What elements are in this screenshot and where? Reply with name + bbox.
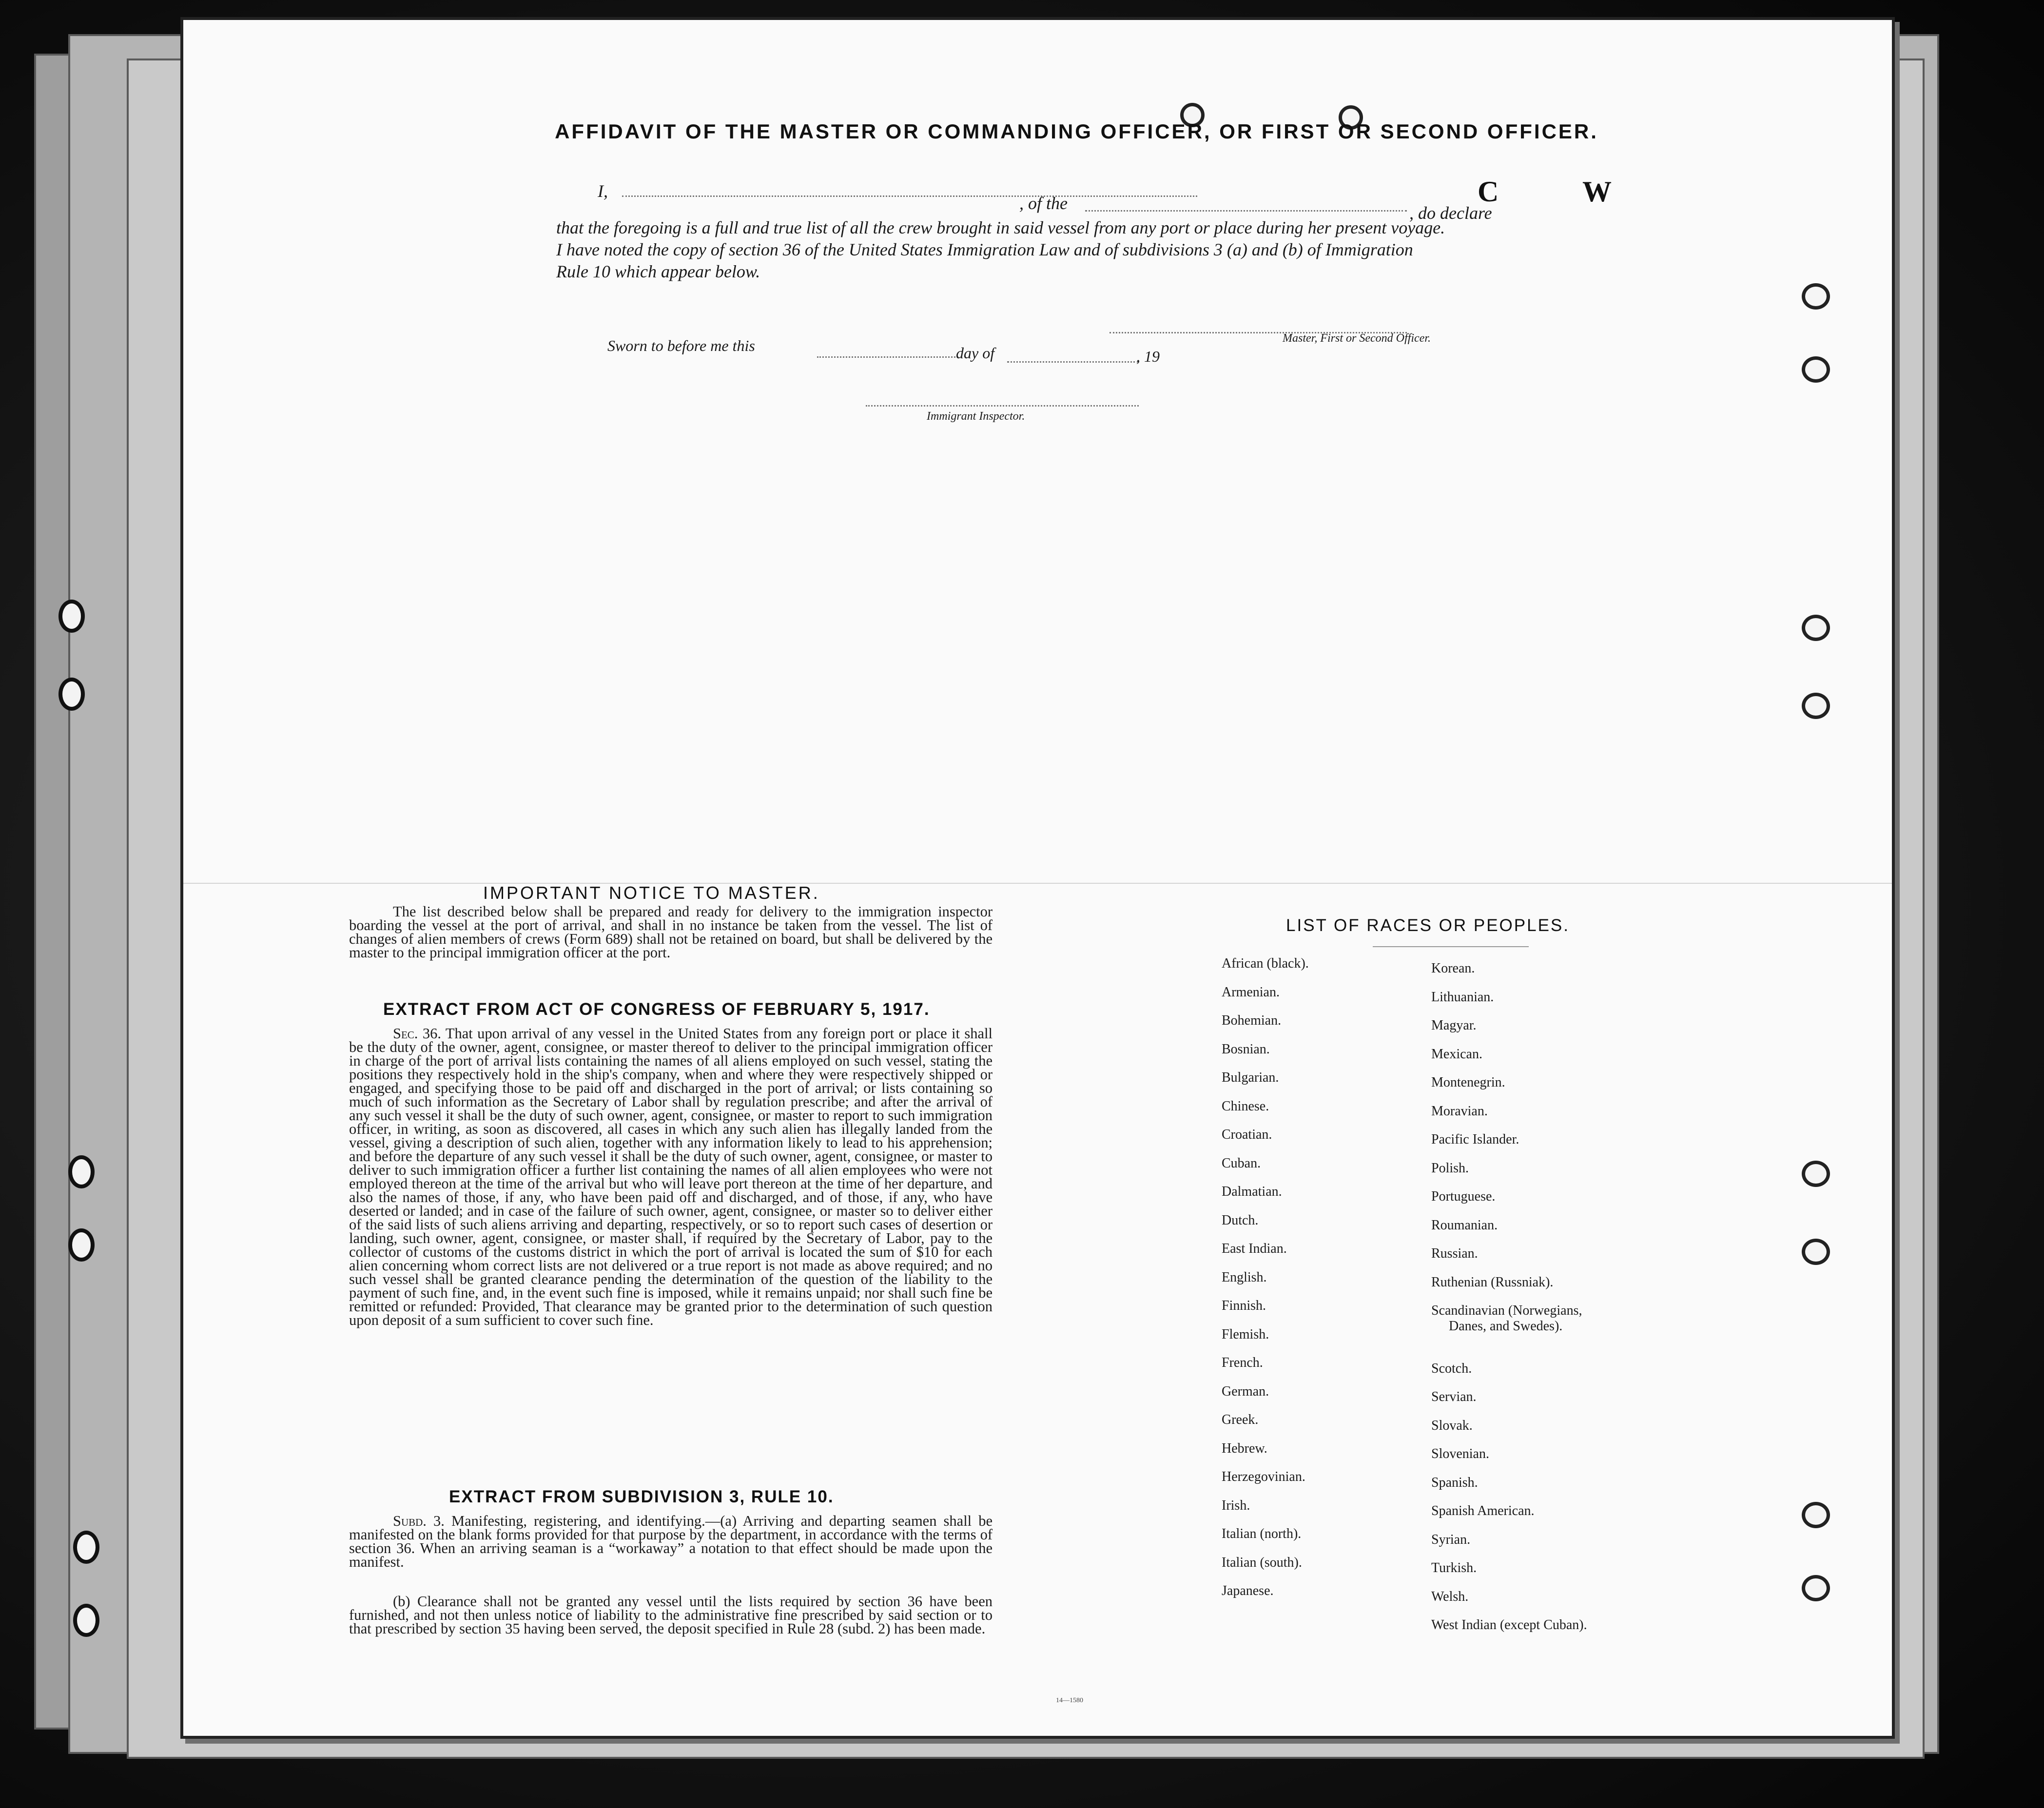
race-item: Syrian. [1431, 1532, 1471, 1547]
race-item: Greek. [1222, 1412, 1259, 1427]
inspector-signature-caption: Immigrant Inspector. [927, 410, 1025, 423]
rule-extract-para-b: (b) Clearance shall not be granted any vessel until the lists required by section 36 have been furnished, and not then unless notice of liability to the administrative fine prescribed by said section or to that prescribed by section 35 having been served, the deposit specified in Rule 28 (subd. 2) has been made. [349, 1593, 993, 1637]
binder-ring [1802, 1239, 1830, 1265]
race-item: French. [1222, 1355, 1263, 1370]
race-item: Spanish American. [1431, 1503, 1535, 1518]
do-declare-label: , do declare [1409, 203, 1492, 223]
binder-ring [1802, 283, 1830, 310]
act-extract-heading: EXTRACT FROM ACT OF CONGRESS OF FEBRUARY 5, 1917. [383, 1000, 930, 1019]
mark-c: C [1478, 175, 1499, 208]
sworn-month-field[interactable] [1007, 361, 1139, 363]
punch-hole [68, 1155, 95, 1188]
punch-hole [73, 1531, 99, 1564]
rule-subdivision-lead: Subd. 3. [393, 1513, 445, 1529]
affidavit-title: AFFIDAVIT OF THE MASTER OR COMMANDING OFFICER, OR FIRST OR SECOND OFFICER. [555, 120, 1598, 143]
race-item: German. [1222, 1383, 1269, 1399]
affiant-label: I, [598, 181, 608, 201]
race-item: Herzegovinian. [1222, 1469, 1305, 1484]
race-item: Irish. [1222, 1497, 1250, 1513]
binder-ring [1802, 356, 1830, 383]
binder-ring [1802, 1161, 1830, 1187]
day-of-label: day of [956, 344, 995, 362]
race-item: Italian (north). [1222, 1526, 1302, 1541]
race-item: Moravian. [1431, 1103, 1488, 1119]
race-item: Finnish. [1222, 1298, 1266, 1313]
races-heading-rule [1373, 946, 1529, 947]
race-item: English. [1222, 1269, 1267, 1285]
race-item: Slovenian. [1431, 1446, 1489, 1461]
race-item: Dalmatian. [1222, 1184, 1282, 1199]
race-item: Ruthenian (Russniak). [1431, 1274, 1554, 1290]
race-item: Chinese. [1222, 1098, 1269, 1114]
race-item: Armenian. [1222, 984, 1280, 1000]
race-item: Italian (south). [1222, 1555, 1302, 1570]
race-item: Hebrew. [1222, 1440, 1267, 1456]
race-item: Pacific Islander. [1431, 1132, 1519, 1147]
of-the-label: , of the [1019, 194, 1068, 213]
act-extract-text [349, 1027, 993, 1327]
punch-hole [58, 600, 85, 633]
race-item: Flemish. [1222, 1326, 1269, 1342]
binder-ring [1802, 693, 1830, 719]
race-item: Slovak. [1431, 1418, 1473, 1433]
binder-ring [1802, 1502, 1830, 1528]
declaration-line-3: Rule 10 which appear below. [556, 262, 760, 281]
act-section-body: That upon arrival of any vessel in the United States from any foreign port or place it shall be the duty of the owner, agent, consignee, or master thereof to deliver to the principal immigration officer in charge of the port of arrival lists containing the names of all aliens employed on such vessel, stating the positions they respectively hold in the ship's company, when and where they were respectively shipped or engaged, and specifying those to be paid off and discharged in the port of arrival; or lists containing so much of such information as the Secretary of Labor shall by regulation prescribe; and after the arrival of any such vessel it shall be the duty of such owner, agent, consignee, or master to report to such immigration officer, in writing, as soon as discovered, all cases in which any such alien has illegally landed from the vessel, giving a description of such alien, together with any information likely to lead to his apprehension; and before the departure of any such vessel it shall be the duty of such owner, agent, consignee, or master to deliver to such immigration officer a further list containing the names of all alien employees who were not employed thereon at the time of the arrival but who will leave port thereon at the time of her departure, and also the names of those, if any, who have been paid off and discharged, and of those, if any, who have deserted or landed; and in case of the failure of such owner, agent, consignee, or master so to deliver either of the said lists of such aliens arriving and departing, respectively, or so to report such cases of desertion or landing, such owner, agent, consignee, or master shall, if required by the Secretary of Labor, pay to the collector of customs of the customs district in which the port of arrival is located the sum of $10 for each alien concerning whom correct lists are not delivered or a true report is not made as above required; and no such vessel shall be granted clearance pending the determination of the question of the liability to the payment of such fine, and, in the event such fine is imposed, while it remains unpaid; nor shall such fine be remitted or refunded: Provided, That clearance may be granted prior to the determination of such question upon deposit of a sum sufficient to cover such fine. [349, 1025, 993, 1328]
sworn-before-label: Sworn to before me this [607, 337, 755, 354]
punch-hole [73, 1604, 99, 1637]
race-item: West Indian (except Cuban). [1431, 1617, 1587, 1633]
race-item: Polish. [1431, 1160, 1469, 1176]
race-item: Japanese. [1222, 1583, 1274, 1598]
race-item: Portuguese. [1431, 1189, 1496, 1204]
race-item: Turkish. [1431, 1560, 1477, 1575]
race-item: Bulgarian. [1222, 1070, 1279, 1085]
race-item: Korean. [1431, 961, 1475, 976]
binder-ring [1802, 1575, 1830, 1601]
race-item: Scandinavian (Norwegians, [1431, 1303, 1582, 1318]
race-item: Welsh. [1431, 1589, 1469, 1604]
races-heading: LIST OF RACES OR PEOPLES. [1286, 916, 1570, 935]
notice-text: The list described below shall be prepared and ready for delivery to the immigration inspector boarding the vessel at the port of arrival, and shall in no instance be taken from the vessel. The list of changes of alien members of crews (Form 689) shall not be retained on board, but shall be delivered by the master to the principal immigration officer at the port. [349, 903, 993, 961]
race-item: East Indian. [1222, 1241, 1287, 1256]
declaration-line-2: I have noted the copy of section 36 of the United States Immigration Law and of subdivisions 3 (a) and (b) of Immigration [556, 240, 1413, 259]
race-item: Scotch. [1431, 1361, 1472, 1376]
race-item: Mexican. [1431, 1046, 1482, 1062]
race-item: Servian. [1431, 1389, 1477, 1404]
rule-para-a-body: Manifesting, registering, and identifying.—(a) Arriving and departing seamen shall be manifested on the blank forms provided for that purpose by the department, in accordance with the terms of section 36. When an arriving seaman is a “workaway” a notation to that effect should be made upon the manifest. [349, 1513, 993, 1570]
race-item: Bosnian. [1222, 1041, 1270, 1057]
vessel-name-field[interactable] [1085, 210, 1407, 212]
manifest-page [180, 17, 1895, 1739]
rule-extract-heading: EXTRACT FROM SUBDIVISION 3, RULE 10. [449, 1487, 834, 1506]
race-item: Cuban. [1222, 1155, 1261, 1171]
race-item: Dutch. [1222, 1212, 1259, 1228]
punch-hole [68, 1228, 95, 1262]
race-item: Spanish. [1431, 1475, 1478, 1490]
affiant-name-field[interactable] [622, 195, 1197, 197]
race-item: African (black). [1222, 956, 1309, 971]
notice-heading: IMPORTANT NOTICE TO MASTER. [483, 883, 820, 903]
year-label: , 19 [1136, 348, 1160, 365]
fold-line [183, 883, 1892, 884]
race-item: Roumanian. [1431, 1217, 1498, 1233]
sworn-day-field[interactable] [817, 356, 958, 358]
race-item: Lithuanian. [1431, 989, 1494, 1005]
binder-ring [1802, 615, 1830, 641]
rule-extract-para-a [349, 1514, 993, 1569]
act-section-lead: Sec. 36. [393, 1025, 441, 1042]
declaration-line-1: that the foregoing is a full and true list of all the crew brought in said vessel from any port or place during her present voyage. [556, 218, 1445, 237]
race-item: Danes, and Swedes). [1449, 1319, 1563, 1334]
form-number: 14—1580 [1056, 1697, 1083, 1704]
race-item: Magyar. [1431, 1018, 1477, 1033]
race-item: Croatian. [1222, 1127, 1272, 1142]
race-item: Montenegrin. [1431, 1075, 1505, 1090]
race-item: Russian. [1431, 1246, 1478, 1261]
mark-w: W [1582, 175, 1612, 208]
master-signature-caption: Master, First or Second Officer. [1283, 332, 1431, 345]
race-item: Bohemian. [1222, 1013, 1282, 1028]
punch-hole [58, 678, 85, 711]
inspector-signature-field[interactable] [866, 405, 1139, 407]
